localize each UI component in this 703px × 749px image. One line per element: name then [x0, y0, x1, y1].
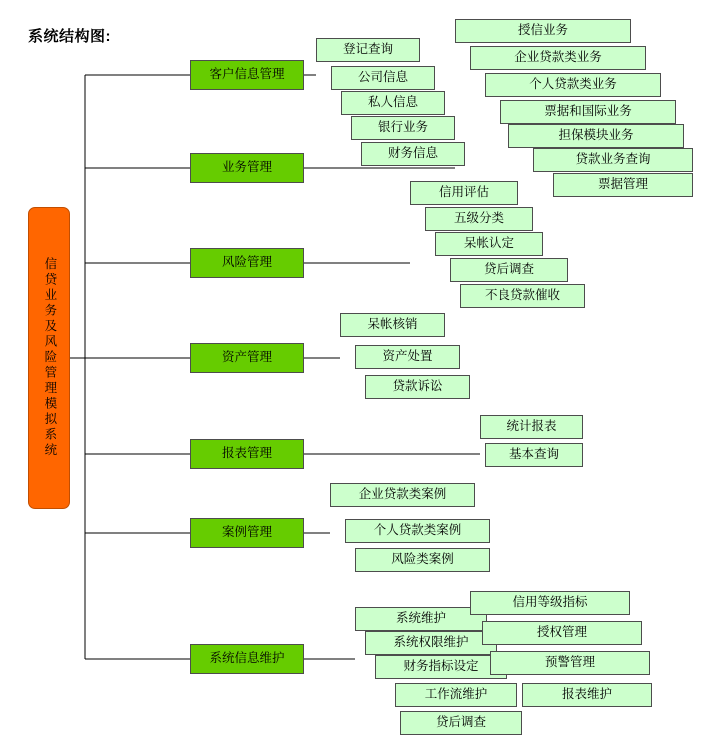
- node-bills-and-international-business[interactable]: 票据和国际业务: [500, 100, 676, 124]
- root-node[interactable]: 信贷业务及风险管理模拟系统: [28, 207, 70, 509]
- node-enterprise-loan-case[interactable]: 企业贷款类案例: [330, 483, 475, 507]
- node-bad-debt-writeoff[interactable]: 呆帐核销: [340, 313, 445, 337]
- node-credit-assessment[interactable]: 信用评估: [410, 181, 518, 205]
- node-report-management[interactable]: 报表管理: [190, 439, 304, 469]
- node-asset-management[interactable]: 资产管理: [190, 343, 304, 373]
- node-workflow-maintenance[interactable]: 工作流维护: [395, 683, 517, 707]
- node-risk-management[interactable]: 风险管理: [190, 248, 304, 278]
- node-credit-granting-business[interactable]: 授信业务: [455, 19, 631, 43]
- node-early-warning-management[interactable]: 预警管理: [490, 651, 650, 675]
- node-post-loan-investigation-system[interactable]: 贷后调查: [400, 711, 522, 735]
- node-financial-info[interactable]: 财务信息: [361, 142, 465, 166]
- node-loan-business-query[interactable]: 贷款业务查询: [533, 148, 693, 172]
- node-guarantee-module-business[interactable]: 担保模块业务: [508, 124, 684, 148]
- node-enterprise-loan-business[interactable]: 企业贷款类业务: [470, 46, 646, 70]
- node-credit-rating-indicator[interactable]: 信用等级指标: [470, 591, 630, 615]
- node-company-info[interactable]: 公司信息: [331, 66, 435, 90]
- node-report-maintenance[interactable]: 报表维护: [522, 683, 652, 707]
- node-system-info-maintenance[interactable]: 系统信息维护: [190, 644, 304, 674]
- node-business-management[interactable]: 业务管理: [190, 153, 304, 183]
- node-bank-business[interactable]: 银行业务: [351, 116, 455, 140]
- node-financial-indicator-setting[interactable]: 财务指标设定: [375, 655, 507, 679]
- node-risk-case[interactable]: 风险类案例: [355, 548, 490, 572]
- node-post-loan-investigation[interactable]: 贷后调查: [450, 258, 568, 282]
- node-npl-collection[interactable]: 不良贷款催收: [460, 284, 585, 308]
- node-asset-disposal[interactable]: 资产处置: [355, 345, 460, 369]
- node-registration-query[interactable]: 登记查询: [316, 38, 420, 62]
- node-private-info[interactable]: 私人信息: [341, 91, 445, 115]
- page-title: 系统结构图:: [28, 28, 111, 45]
- node-statistical-report[interactable]: 统计报表: [480, 415, 583, 439]
- node-personal-loan-business[interactable]: 个人贷款类业务: [485, 73, 661, 97]
- node-bill-management[interactable]: 票据管理: [553, 173, 693, 197]
- node-five-level-classification[interactable]: 五级分类: [425, 207, 533, 231]
- node-system-permission-maintenance[interactable]: 系统权限维护: [365, 631, 497, 655]
- node-basic-query[interactable]: 基本查询: [485, 443, 583, 467]
- node-authorization-management[interactable]: 授权管理: [482, 621, 642, 645]
- node-customer-info-management[interactable]: 客户信息管理: [190, 60, 304, 90]
- node-loan-litigation[interactable]: 贷款诉讼: [365, 375, 470, 399]
- node-personal-loan-case[interactable]: 个人贷款类案例: [345, 519, 490, 543]
- node-case-management[interactable]: 案例管理: [190, 518, 304, 548]
- node-system-maintenance[interactable]: 系统维护: [355, 607, 487, 631]
- node-bad-debt-determination[interactable]: 呆帐认定: [435, 232, 543, 256]
